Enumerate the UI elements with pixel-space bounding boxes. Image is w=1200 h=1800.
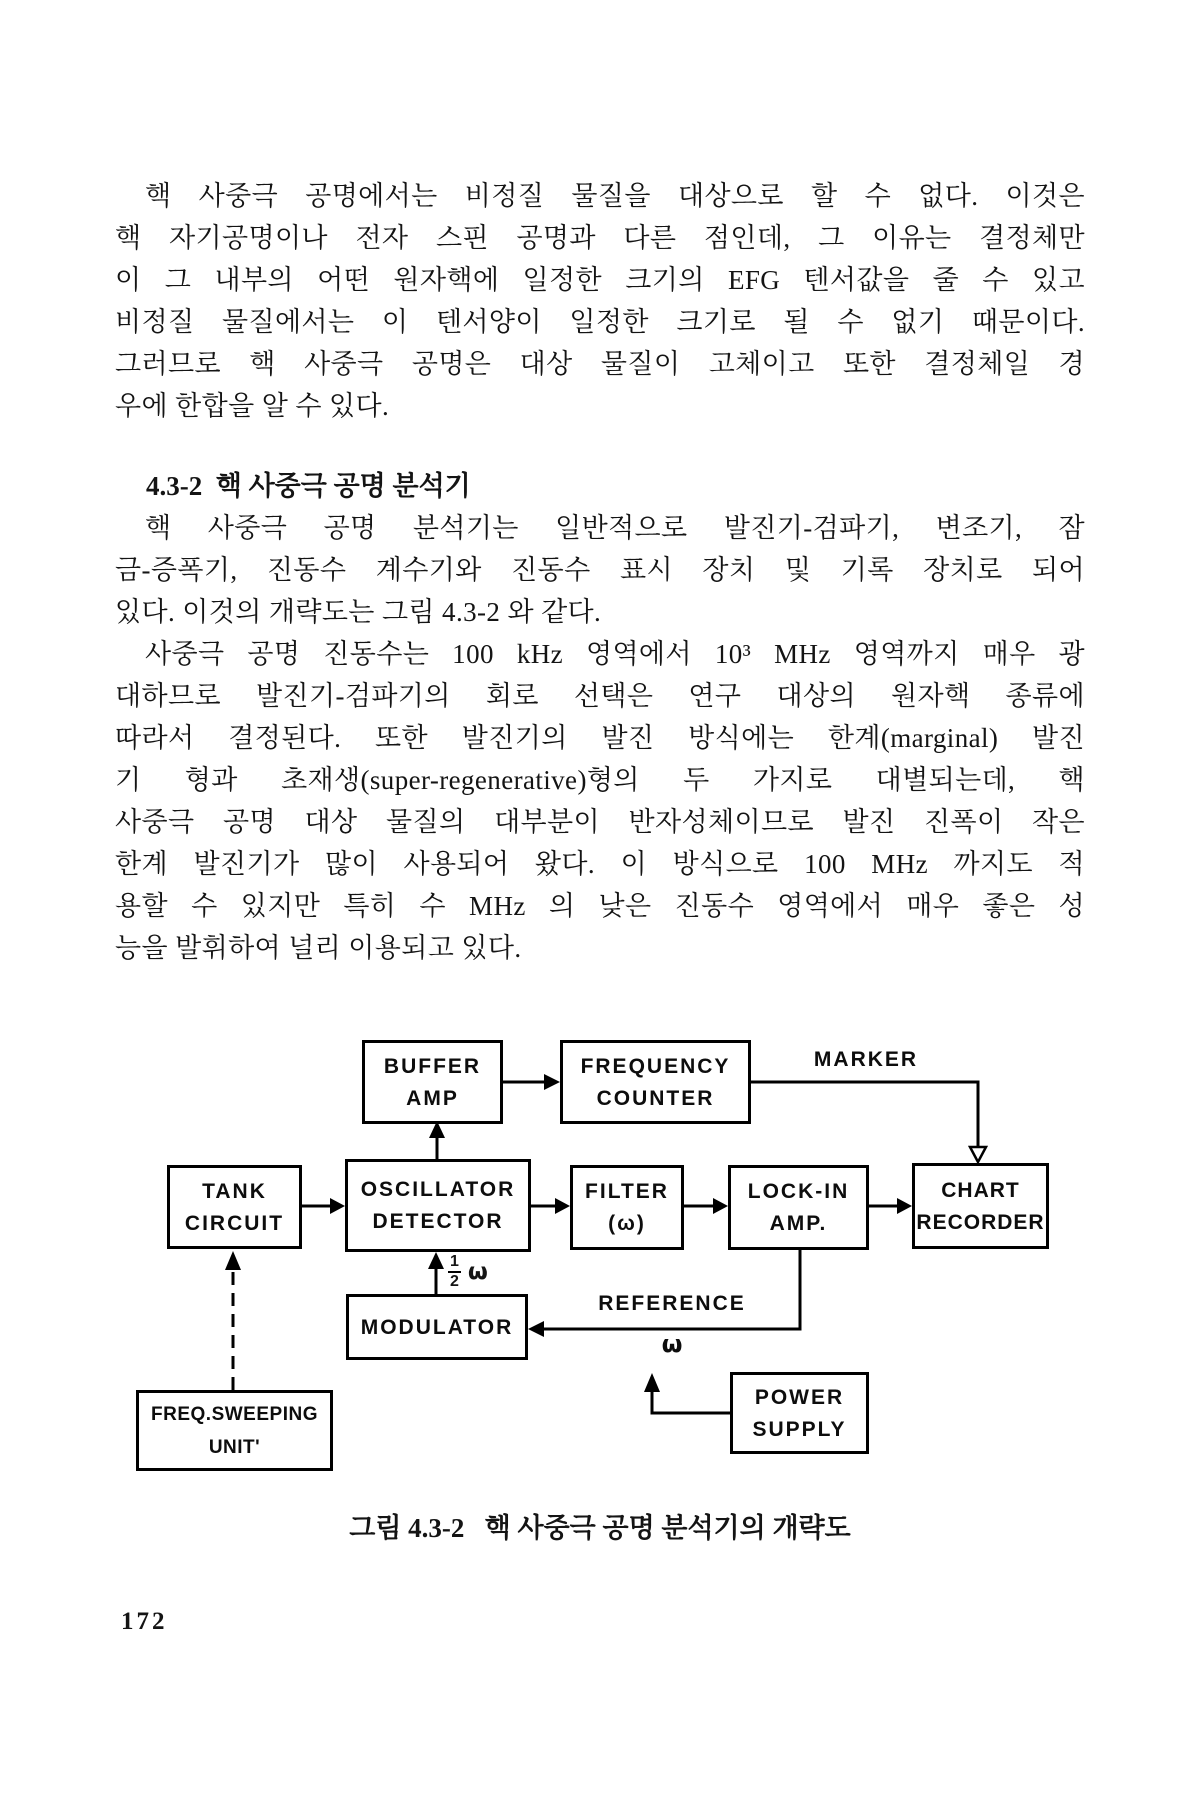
body-line: 핵 사중극 공명에서는 비정질 물질을 대상으로 할 수 없다. 이것은 bbox=[145, 181, 1085, 211]
body-line: 우에 한합을 알 수 있다. bbox=[115, 391, 390, 421]
box-label: CHART bbox=[941, 1178, 1020, 1202]
box-label: RECORDER bbox=[916, 1210, 1045, 1234]
body-line: 그러므로 핵 사중극 공명은 대상 물질이 고체이고 또한 결정체일 경 bbox=[115, 349, 1085, 379]
box-label: OSCILLATOR bbox=[360, 1178, 516, 1201]
body-line: 능을 발휘하여 널리 이용되고 있다. bbox=[115, 933, 522, 963]
box-label: POWER bbox=[754, 1385, 845, 1409]
box-power-supply bbox=[730, 1372, 869, 1454]
body-line: 핵 자기공명이나 전자 스핀 공명과 다른 점인데, 그 이유는 결정체만 bbox=[115, 223, 1085, 253]
box-label: UNIT' bbox=[208, 1436, 261, 1458]
reference-label: REFERENCE bbox=[598, 1292, 746, 1315]
body-line: 대하므로 발진기-검파기의 회로 선택은 연구 대상의 원자핵 종류에 bbox=[115, 681, 1085, 711]
body-line: 용할 수 있지만 특히 수 MHz 의 낮은 진동수 영역에서 매우 좋은 성 bbox=[115, 891, 1085, 921]
omega-symbol: ω bbox=[467, 1258, 488, 1285]
box-label: MODULATOR bbox=[360, 1315, 514, 1339]
box-label: CIRCUIT bbox=[184, 1211, 285, 1235]
box-oscillator-detector bbox=[345, 1159, 531, 1252]
half-omega-label bbox=[448, 1253, 488, 1290]
box-label: LOCK-IN bbox=[747, 1180, 850, 1203]
body-line: 사중극 공명 진동수는 100 kHz 영역에서 10³ MHz 영역까지 매우 광 bbox=[145, 639, 1085, 669]
box-label: SUPPLY bbox=[752, 1417, 847, 1441]
reference-omega-label: ω bbox=[661, 1330, 683, 1358]
body-line: 기 형과 초재생(super-regenerative)형의 두 가지로 대별되는데, 핵 bbox=[115, 765, 1085, 795]
body-line: 한계 발진기가 많이 사용되어 왔다. 이 방식으로 100 MHz 까지도 적 bbox=[115, 849, 1085, 879]
box-buffer-amp bbox=[362, 1040, 503, 1124]
page-number: 172 bbox=[121, 1608, 168, 1635]
box-filter bbox=[570, 1165, 684, 1250]
box-label: COUNTER bbox=[596, 1086, 715, 1110]
fraction-denominator: 2 bbox=[450, 1272, 459, 1290]
body-line: 핵 사중극 공명 분석기는 일반적으로 발진기-검파기, 변조기, 잠 bbox=[145, 513, 1085, 543]
box-label: FILTER bbox=[585, 1180, 669, 1203]
body-line: 비정질 물질에서는 이 텐서양이 일정한 크기로 될 수 없기 때문이다. bbox=[115, 307, 1085, 337]
box-label: AMP. bbox=[769, 1212, 828, 1235]
box-label: AMP bbox=[406, 1086, 459, 1110]
box-lock-in-amp bbox=[728, 1165, 869, 1250]
box-label: FREQ.SWEEPING bbox=[151, 1403, 318, 1425]
box-label: FREQUENCY bbox=[580, 1054, 731, 1078]
figure-caption: 그림 4.3-2 핵 사중극 공명 분석기의 개략도 bbox=[349, 1513, 851, 1543]
body-line: 금-증폭기, 진동수 계수기와 진동수 표시 장치 및 기록 장치로 되어 bbox=[115, 555, 1085, 585]
box-tank-circuit bbox=[167, 1165, 302, 1249]
body-line: 사중극 공명 대상 물질의 대부분이 반자성체이므로 발진 진폭이 작은 bbox=[115, 807, 1085, 837]
box-chart-recorder bbox=[912, 1163, 1049, 1249]
box-freq-sweeping-unit bbox=[136, 1390, 333, 1471]
box-label: DETECTOR bbox=[372, 1210, 504, 1233]
box-modulator bbox=[346, 1294, 528, 1360]
half-fraction bbox=[448, 1253, 461, 1290]
body-line: 있다. 이것의 개략도는 그림 4.3-2 와 같다. bbox=[115, 597, 602, 627]
section-heading: 4.3-2 핵 사중극 공명 분석기 bbox=[146, 471, 471, 501]
box-label: TANK bbox=[202, 1179, 267, 1203]
body-line: 따라서 결정된다. 또한 발진기의 발진 방식에는 한계(marginal) 발진 bbox=[115, 723, 1085, 753]
marker-label: MARKER bbox=[813, 1048, 919, 1071]
fraction-numerator: 1 bbox=[450, 1253, 459, 1270]
box-label: (ω) bbox=[608, 1212, 646, 1235]
box-frequency-counter bbox=[560, 1040, 751, 1124]
body-line: 이 그 내부의 어떤 원자핵에 일정한 크기의 EFG 텐서값을 줄 수 있고 bbox=[115, 265, 1085, 295]
box-label: BUFFER bbox=[383, 1054, 482, 1078]
